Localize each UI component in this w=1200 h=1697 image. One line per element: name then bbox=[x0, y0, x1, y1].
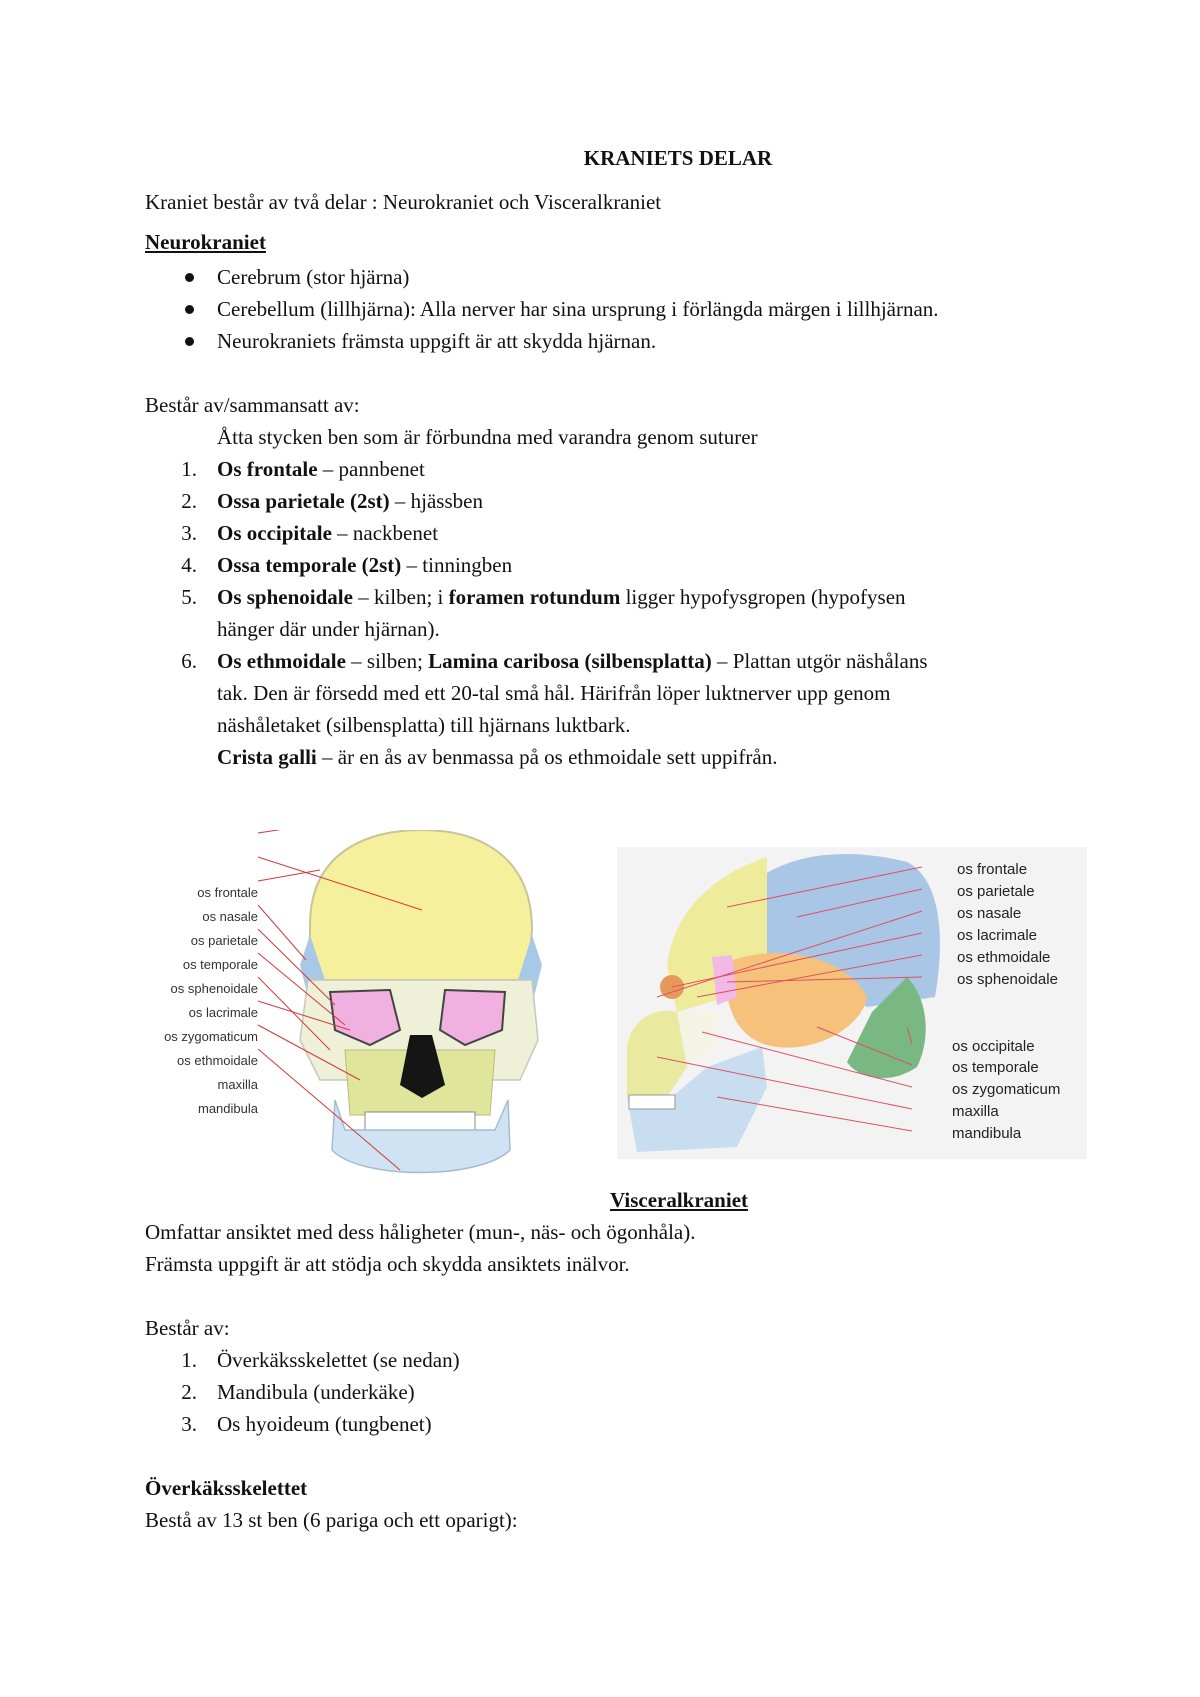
label-side: mandibula bbox=[952, 1125, 1022, 1142]
list-number: 3. bbox=[181, 521, 197, 545]
list-item: Os sphenoidale – kilben; i foramen rotundum ligger hypofysgropen (hypofysen bbox=[217, 585, 906, 609]
neuro-bullet: Neurokraniets främsta uppgift är att skydda hjärnan. bbox=[217, 329, 657, 353]
list-number: 6. bbox=[181, 649, 197, 673]
upper-jaw-heading: Överkäksskelettet bbox=[145, 1476, 308, 1500]
front-labels bbox=[160, 885, 270, 1125]
list-item: Os hyoideum (tungbenet) bbox=[217, 1412, 432, 1436]
list-item-continuation: hänger där under hjärnan). bbox=[217, 617, 440, 641]
list-number: 4. bbox=[181, 553, 197, 577]
label-side: os parietale bbox=[957, 883, 1035, 900]
label-side: os nasale bbox=[957, 905, 1022, 922]
label-side: os temporale bbox=[952, 1059, 1039, 1076]
label-front: mandibula bbox=[198, 1101, 258, 1116]
bullet-dot bbox=[185, 273, 194, 282]
label-side: os frontale bbox=[957, 861, 1028, 878]
list-item: Överkäksskelettet (se nedan) bbox=[217, 1348, 460, 1372]
upper-jaw-text: Bestå av 13 st ben (6 pariga och ett oparigt): bbox=[145, 1508, 518, 1532]
label-front: os frontale bbox=[197, 885, 258, 900]
label-front: maxilla bbox=[217, 1077, 258, 1092]
bullet-dot bbox=[185, 305, 194, 314]
list-item-continuation: näshåletaket (silbensplatta) till hjärnans luktbark. bbox=[217, 713, 631, 737]
label-front: os nasale bbox=[202, 909, 258, 924]
label-side: maxilla bbox=[952, 1103, 999, 1120]
label-front: os temporale bbox=[182, 957, 258, 972]
neuro-consists-desc: Åtta stycken ben som är förbundna med varandra genom suturer bbox=[217, 425, 758, 449]
intro-text: Kraniet består av två delar : Neurokraniet och Visceralkraniet bbox=[145, 190, 662, 214]
list-item: Os frontale – pannbenet bbox=[217, 457, 425, 481]
list-number: 1. bbox=[181, 457, 197, 481]
label-front: os ethmoidale bbox=[177, 1053, 258, 1068]
label-front: os lacrimale bbox=[188, 1005, 258, 1020]
label-side: os zygomaticum bbox=[952, 1081, 1061, 1098]
neuro-heading: Neurokraniet bbox=[145, 230, 266, 254]
list-item: Os ethmoidale – silben; Lamina caribosa (silbensplatta) – Plattan utgör näshålans bbox=[217, 649, 928, 673]
bullet-dot bbox=[185, 337, 194, 346]
list-number: 1. bbox=[181, 1348, 197, 1372]
list-item-continuation: tak. Den är försedd med ett 20-tal små hål. Härifrån löper luktnerver upp genom bbox=[217, 681, 891, 705]
label-side: os sphenoidale bbox=[957, 971, 1058, 988]
neuro-bullet: Cerebrum (stor hjärna) bbox=[217, 265, 410, 289]
list-item: Ossa temporale (2st) – tinningben bbox=[217, 553, 513, 577]
list-item: Os occipitale – nackbenet bbox=[217, 521, 439, 545]
list-item: Ossa parietale (2st) – hjässben bbox=[217, 489, 483, 513]
skull-side-figure bbox=[617, 847, 1087, 1159]
list-number: 2. bbox=[181, 1380, 197, 1404]
frontal-bone-shape bbox=[310, 830, 532, 980]
list-number: 3. bbox=[181, 1412, 197, 1436]
list-number: 5. bbox=[181, 585, 197, 609]
neuro-consists-label: Består av/sammansatt av: bbox=[145, 393, 360, 417]
label-side: os occipitale bbox=[952, 1038, 1035, 1055]
list-item: Mandibula (underkäke) bbox=[217, 1380, 415, 1404]
visceral-line: Främsta uppgift är att stödja och skydda ansiktets inälvor. bbox=[145, 1252, 630, 1276]
label-front: os sphenoidale bbox=[170, 981, 258, 996]
label-front: os zygomaticum bbox=[164, 1029, 258, 1044]
label-front: os parietale bbox=[190, 933, 258, 948]
crista-galli-text: Crista galli – är en ås av benmassa på os ethmoidale sett uppifrån. bbox=[217, 745, 778, 769]
neuro-bullet: Cerebellum (lillhjärna): Alla nerver har sina ursprung i förlängda märgen i lillhjärnan. bbox=[217, 297, 939, 321]
label-side: os lacrimale bbox=[957, 927, 1038, 944]
label-side: os ethmoidale bbox=[957, 949, 1051, 966]
visceral-line: Omfattar ansiktet med dess håligheter (mun-, näs- och ögonhåla). bbox=[145, 1220, 696, 1244]
teeth-side-shape bbox=[629, 1095, 675, 1109]
page-title: KRANIETS DELAR bbox=[583, 146, 773, 170]
list-number: 2. bbox=[181, 489, 197, 513]
visceral-heading: Visceralkraniet bbox=[609, 1188, 749, 1212]
visceral-consists-label: Består av: bbox=[145, 1316, 230, 1340]
